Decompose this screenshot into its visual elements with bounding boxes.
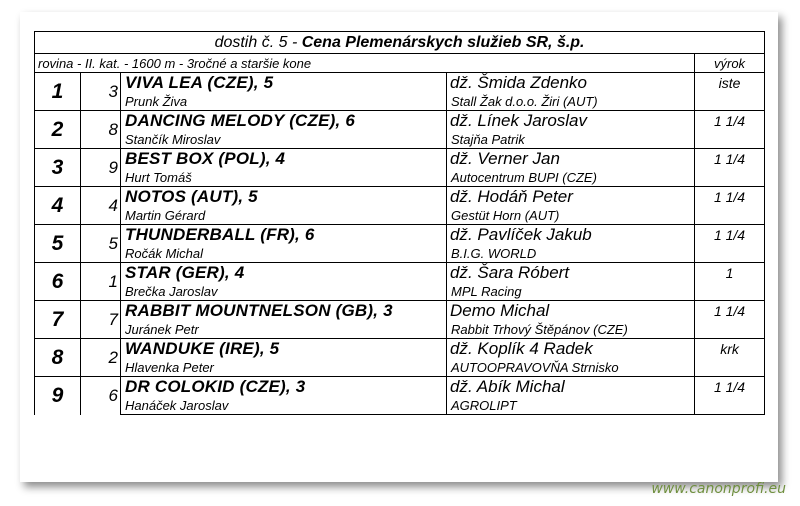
saddle-number: 2 — [81, 339, 121, 377]
jockey-name: dž. Verner Jan — [447, 149, 695, 170]
finish-place: 1 — [35, 73, 81, 111]
result-row-details — [35, 283, 765, 301]
finish-place: 8 — [35, 339, 81, 377]
race-title — [35, 32, 765, 54]
race-results-table — [34, 31, 765, 415]
finish-place: 3 — [35, 149, 81, 187]
result-row — [35, 339, 765, 360]
result-row-details — [35, 245, 765, 263]
finish-place: 6 — [35, 263, 81, 301]
race-name: Cena Plemenárskych služieb SR, š.p. — [301, 33, 585, 51]
owner-name: Rabbit Trhový Štěpánov (CZE) — [447, 321, 695, 339]
horse-name: DR COLOKID (CZE), 3 — [121, 377, 447, 398]
result-row — [35, 73, 765, 94]
owner-name: Autocentrum BUPI (CZE) — [447, 169, 695, 187]
saddle-number: 9 — [81, 149, 121, 187]
jockey-name: dž. Šmida Zdenko — [447, 73, 695, 94]
finish-place: 9 — [35, 377, 81, 415]
jockey-name: dž. Línek Jaroslav — [447, 111, 695, 132]
result-row — [35, 111, 765, 132]
jockey-name: Demo Michal — [447, 301, 695, 322]
result-row — [35, 149, 765, 170]
saddle-number: 6 — [81, 377, 121, 415]
owner-name: Gestüt Horn (AUT) — [447, 207, 695, 225]
winning-margin: 1 1/4 — [695, 149, 765, 170]
result-row-details — [35, 207, 765, 225]
margin-spacer — [695, 397, 765, 415]
trainer-name: Martin Gérard — [121, 207, 447, 225]
winning-margin: 1 1/4 — [695, 111, 765, 132]
owner-name: Stall Žak d.o.o. Žiri (AUT) — [447, 93, 695, 111]
race-number: dostih č. 5 - — [214, 33, 302, 51]
result-row-details — [35, 359, 765, 377]
saddle-number: 4 — [81, 187, 121, 225]
jockey-name: dž. Koplík 4 Radek — [447, 339, 695, 360]
margin-spacer — [695, 359, 765, 377]
result-row — [35, 377, 765, 398]
jockey-name: dž. Pavlíček Jakub — [447, 225, 695, 246]
owner-name: MPL Racing — [447, 283, 695, 301]
trainer-name: Hlavenka Peter — [121, 359, 447, 377]
watermark: www.canonprofi.eu — [651, 481, 786, 497]
trainer-name: Stančík Miroslav — [121, 131, 447, 149]
saddle-number: 8 — [81, 111, 121, 149]
winning-margin: 1 — [695, 263, 765, 284]
horse-name: WANDUKE (IRE), 5 — [121, 339, 447, 360]
trainer-name: Juránek Petr — [121, 321, 447, 339]
results-body — [35, 32, 765, 415]
race-conditions: rovina - II. kat. - 1600 m - 3ročné a staršie kone — [35, 54, 695, 73]
result-row — [35, 263, 765, 284]
margin-spacer — [695, 207, 765, 225]
horse-name: VIVA LEA (CZE), 5 — [121, 73, 447, 94]
margin-spacer — [695, 283, 765, 301]
result-row-details — [35, 169, 765, 187]
finish-place: 5 — [35, 225, 81, 263]
owner-name: AGROLIPT — [447, 397, 695, 415]
margin-spacer — [695, 245, 765, 263]
horse-name: NOTOS (AUT), 5 — [121, 187, 447, 208]
jockey-name: dž. Šara Róbert — [447, 263, 695, 284]
winning-margin: 1 1/4 — [695, 301, 765, 322]
owner-name: AUTOOPRAVOVŇA Strnisko — [447, 359, 695, 377]
result-row — [35, 187, 765, 208]
saddle-number: 5 — [81, 225, 121, 263]
winning-margin: 1 1/4 — [695, 225, 765, 246]
result-row — [35, 301, 765, 322]
result-row-details — [35, 321, 765, 339]
margin-spacer — [695, 169, 765, 187]
margin-spacer — [695, 93, 765, 111]
race-title-row — [35, 32, 765, 54]
jockey-name: dž. Abík Michal — [447, 377, 695, 398]
horse-name: STAR (GER), 4 — [121, 263, 447, 284]
horse-name: BEST BOX (POL), 4 — [121, 149, 447, 170]
horse-name: DANCING MELODY (CZE), 6 — [121, 111, 447, 132]
winning-margin: 1 1/4 — [695, 187, 765, 208]
result-row — [35, 225, 765, 246]
finish-place: 7 — [35, 301, 81, 339]
winning-margin: krk — [695, 339, 765, 360]
margin-spacer — [695, 321, 765, 339]
horse-name: RABBIT MOUNTNELSON (GB), 3 — [121, 301, 447, 322]
trainer-name: Ročák Michal — [121, 245, 447, 263]
owner-name: Stajňa Patrik — [447, 131, 695, 149]
trainer-name: Brečka Jaroslav — [121, 283, 447, 301]
race-conditions-row — [35, 54, 765, 73]
finish-place: 4 — [35, 187, 81, 225]
result-row-details — [35, 93, 765, 111]
winning-margin: 1 1/4 — [695, 377, 765, 398]
saddle-number: 7 — [81, 301, 121, 339]
margin-spacer — [695, 131, 765, 149]
margin-header: výrok — [695, 54, 765, 73]
horse-name: THUNDERBALL (FR), 6 — [121, 225, 447, 246]
saddle-number: 3 — [81, 73, 121, 111]
finish-place: 2 — [35, 111, 81, 149]
jockey-name: dž. Hodáň Peter — [447, 187, 695, 208]
trainer-name: Prunk Živa — [121, 93, 447, 111]
result-row-details — [35, 131, 765, 149]
winning-margin: iste — [695, 73, 765, 94]
result-row-details — [35, 397, 765, 415]
trainer-name: Hanáček Jaroslav — [121, 397, 447, 415]
saddle-number: 1 — [81, 263, 121, 301]
owner-name: B.I.G. WORLD — [447, 245, 695, 263]
trainer-name: Hurt Tomáš — [121, 169, 447, 187]
